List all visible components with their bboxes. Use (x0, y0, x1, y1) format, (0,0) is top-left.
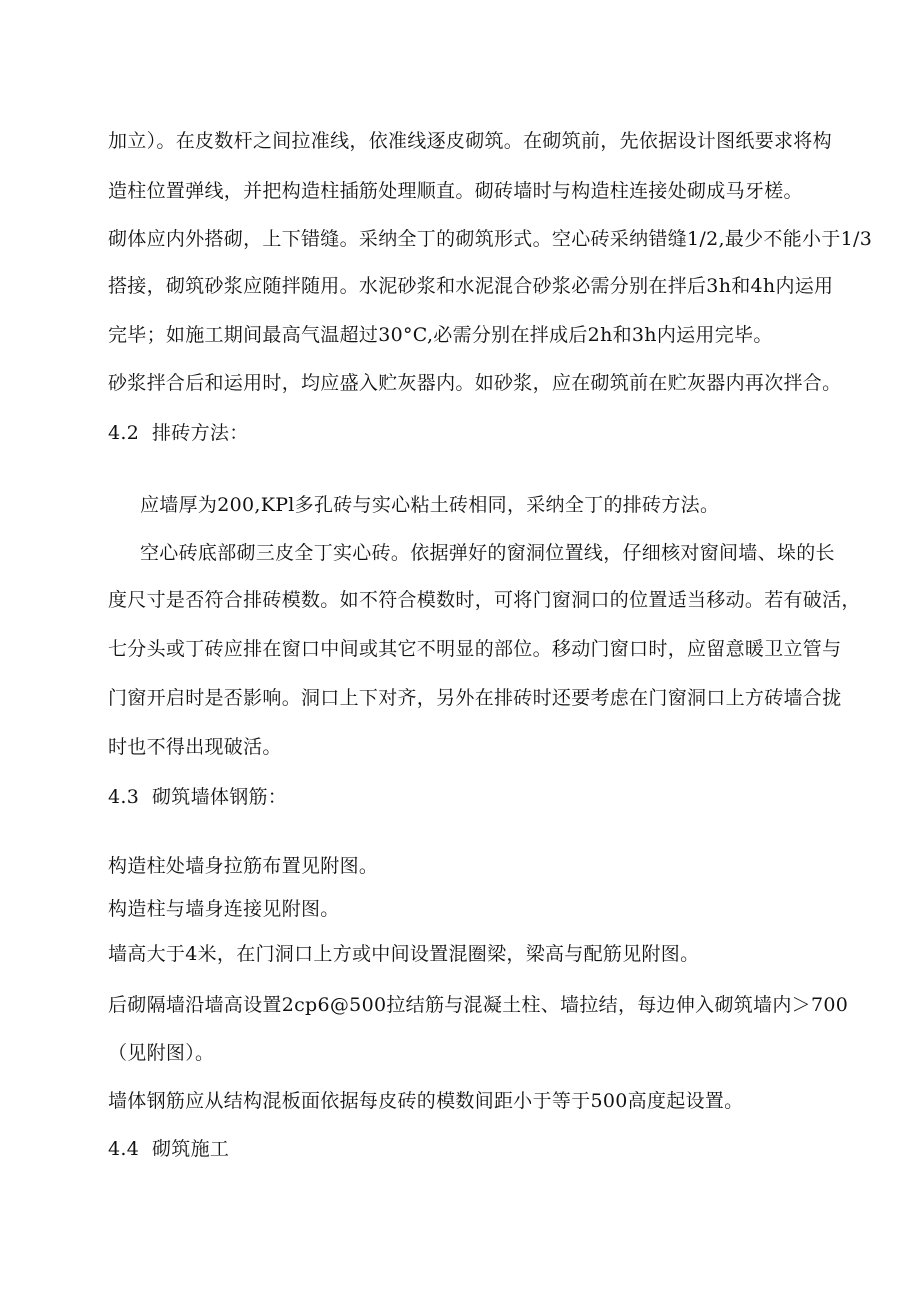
section-title: 排砖方法： (152, 422, 249, 444)
section-heading-4-2 (108, 420, 848, 446)
paragraph-line: 砂浆拌合后和运用时，均应盛入贮灰器内。如砂浆，应在砌筑前在贮灰器内再次拌合。 (108, 372, 842, 394)
section-number: 4.2 (108, 422, 140, 444)
paragraph-line: 门窗开启时是否影响。洞口上下对齐，另外在排砖时还要考虑在门窗洞口上方砖墙合拢 (108, 687, 842, 709)
paragraph-line: 时也不得出现破活。 (108, 736, 282, 758)
paragraph-line: 应墙厚为200,KPl多孔砖与实心粘土砖相同，采纳全丁的排砖方法。 (140, 494, 720, 516)
paragraph-line: 砌体应内外搭砌，上下错缝。采纳全丁的砌筑形式。空心砖采纳错缝1/2,最少不能小于1/3 (108, 228, 873, 250)
section-number: 4.4 (108, 1138, 140, 1160)
paragraph-line: 构造柱处墙身拉筋布置见附图。 (108, 855, 379, 877)
paragraph-line: （见附图）。 (108, 1042, 215, 1064)
paragraph-line: 搭接，砌筑砂浆应随拌随用。水泥砂浆和水泥混合砂浆必需分别在拌后3h和4h内运用 (108, 275, 834, 297)
paragraph-line: 度尺寸是否符合排砖模数。如不符合模数时，可将门窗洞口的位置适当移动。若有破活， (108, 589, 861, 611)
paragraph-line: 空心砖底部砌三皮全丁实心砖。依据弹好的窗洞位置线，仔细核对窗间墙、垛的长 (140, 542, 835, 564)
section-heading-4-3 (108, 784, 848, 810)
paragraph-line: 加立）。在皮数杆之间拉准线，依准线逐皮砌筑。在砌筑前，先依据设计图纸要求将构 (108, 130, 832, 152)
section-title: 砌筑施工 (152, 1138, 230, 1160)
section-title: 砌筑墙体钢筋： (152, 786, 288, 808)
paragraph-line: 七分头或丁砖应排在窗口中间或其它不明显的部位。移动门窗口时，应留意暖卫立管与 (108, 638, 842, 660)
paragraph-line: 墙体钢筋应从结构混板面依据每皮砖的模数间距小于等于500高度起设置。 (108, 1090, 744, 1112)
paragraph-line: 墙高大于4米，在门洞口上方或中间设置混圈梁，梁高与配筋见附图。 (108, 943, 700, 965)
paragraph-line: 完毕；如施工期间最高气温超过30°C,必需分别在拌成后2h和3h内运用完毕。 (108, 324, 773, 346)
paragraph-line: 构造柱与墙身连接见附图。 (108, 898, 340, 920)
paragraph-line: 后砌隔墙沿墙高设置2cp6@500拉结筋与混凝土柱、墙拉结，每边伸入砌筑墙内＞700 (108, 994, 849, 1016)
section-heading-4-4 (108, 1136, 848, 1162)
section-number: 4.3 (108, 786, 140, 808)
paragraph-line: 造柱位置弹线，并把构造柱插筋处理顺直。砌砖墙时与构造柱连接处砌成马牙槎。 (108, 180, 803, 202)
